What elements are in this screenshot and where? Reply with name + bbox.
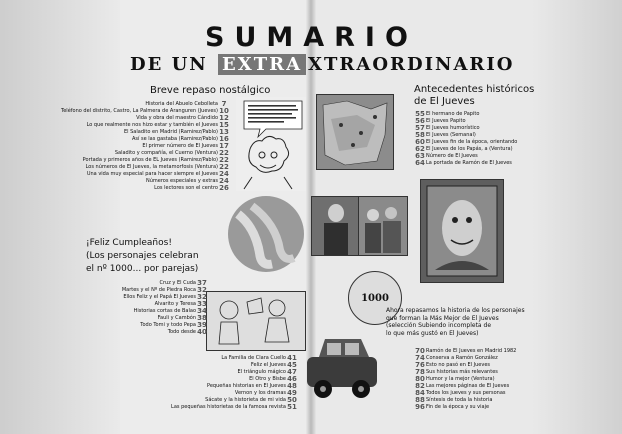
toc-page-number: 24 xyxy=(219,177,229,185)
toc-entry-text: Vida y obra del maestro Cándido xyxy=(136,115,218,121)
toc-entry-text: El Jueves (Semanal) xyxy=(426,132,476,138)
toc-entry-text: Todo desde xyxy=(167,329,196,335)
toc-entry-text: Todo Tomi y todo Pepa xyxy=(140,322,196,328)
historia-caption xyxy=(386,307,562,337)
toc-entry xyxy=(100,397,298,404)
toc-entry xyxy=(414,404,594,411)
toc-entry-text: Feliz el Jueves xyxy=(250,362,286,368)
nostalgia-toc xyxy=(58,101,230,192)
toc-page-number: 84 xyxy=(415,389,425,397)
cartoon-illustration xyxy=(236,97,306,191)
toc-entry xyxy=(58,129,230,136)
toc-entry xyxy=(414,111,594,118)
toc-page-number: 17 xyxy=(219,142,229,150)
toc-entry-text: Todos los jueves y sus personas xyxy=(426,390,506,396)
toc-entry xyxy=(414,383,594,390)
toc-page-number: 34 xyxy=(197,307,207,315)
toc-page-number: 22 xyxy=(219,163,229,171)
toc-entry-text: El primer número de El Jueves xyxy=(142,143,218,149)
toc-entry xyxy=(100,404,298,411)
toc-entry xyxy=(414,146,594,153)
historia-caption-line-3: (selección Subiendo incompleta de xyxy=(386,322,492,329)
toc-entry xyxy=(58,185,230,192)
toc-page-number: 96 xyxy=(415,403,425,411)
toc-page-number: 26 xyxy=(219,184,229,192)
page-subtitle xyxy=(130,54,514,75)
toc-entry-text: Teléfono del distrito, Castro, La Palmera de Aranguren (Jueves) xyxy=(61,108,218,114)
toc-entry xyxy=(414,160,594,167)
toc-entry-text: El Jueves de los Papás, a (Ventura) xyxy=(426,146,513,152)
toc-entry-text: Ellos Feliz y el Papá El Jueves xyxy=(123,294,196,300)
stamp-label: 1000 xyxy=(361,292,389,304)
people-photo xyxy=(311,196,361,256)
toc-entry xyxy=(414,355,594,362)
legs-photo xyxy=(226,194,306,274)
toc-page-number: 45 xyxy=(287,361,297,369)
toc-page-number: 33 xyxy=(197,300,207,308)
antecedentes-heading xyxy=(414,84,534,108)
toc-entry xyxy=(60,329,208,336)
toc-entry-text: Ramón de El Jueves en Madrid 1982 xyxy=(426,348,517,354)
toc-page-number: 82 xyxy=(415,382,425,390)
toc-entry-text: Fin de la época y su viaje xyxy=(426,404,490,410)
toc-page-number: 10 xyxy=(219,107,229,115)
toc-entry xyxy=(58,164,230,171)
toc-entry-text: Conserva a Ramón González xyxy=(426,355,498,361)
toc-entry xyxy=(60,294,208,301)
toc-entry-text: El triángulo mágico xyxy=(237,369,286,375)
toc-entry xyxy=(58,171,230,178)
toc-entry-text: Una vida muy especial para hacer siempre el Jueves xyxy=(86,171,218,177)
toc-entry-text: Pequeñas historias en El Jueves xyxy=(207,383,286,389)
promo-line-3: el nº 1000... por parejas) xyxy=(86,264,199,274)
comic-strip xyxy=(206,291,306,351)
toc-entry xyxy=(58,101,230,108)
toc-entry xyxy=(414,369,594,376)
birthday-promo xyxy=(86,237,226,276)
toc-page-number: 46 xyxy=(287,375,297,383)
toc-entry-text: Así se las gastaba (Ramirez/Pablo) xyxy=(131,136,218,142)
toc-page-number: 49 xyxy=(287,389,297,397)
toc-entry-text: Saladito y compañía, el Cuerno (Ventura) xyxy=(114,150,218,156)
toc-entry-text: Alvarito y Teresa xyxy=(154,301,196,307)
toc-entry-text: Martes y el Nº de Piedra Roca xyxy=(121,287,196,293)
historia-caption-line-4: lo que más gustó en El Jueves) xyxy=(386,329,479,337)
toc-entry xyxy=(414,390,594,397)
subtitle-pre: DE UN xyxy=(130,54,208,75)
toc-entry xyxy=(60,301,208,308)
toc-entry-text: Número de El Jueves xyxy=(426,153,478,159)
toc-entry xyxy=(100,369,298,376)
toc-entry xyxy=(414,153,594,160)
toc-entry-text: El Jueves fin de la época, orientando xyxy=(426,139,518,145)
group-photo xyxy=(358,196,408,256)
toc-entry xyxy=(58,108,230,115)
toc-entry-text: Humor y la mejor (Ventura) xyxy=(426,376,495,382)
toc-entry xyxy=(100,383,298,390)
antecedentes-toc xyxy=(414,111,594,167)
historia-caption-line-1: Ahora repasamos la historia de los personajes xyxy=(386,307,525,314)
toc-entry xyxy=(60,280,208,287)
toc-page-number: 13 xyxy=(219,128,229,136)
toc-page-number: 56 xyxy=(415,117,425,125)
toc-entry xyxy=(58,150,230,157)
toc-entry xyxy=(58,136,230,143)
toc-entry-text: Síntesis de toda la historia xyxy=(426,397,493,403)
toc-page-number: 74 xyxy=(415,354,425,362)
toc-entry-text: Esto no pasó en El Jueves xyxy=(426,362,491,368)
toc-entry xyxy=(100,376,298,383)
couples-toc xyxy=(60,280,208,336)
toc-entry xyxy=(414,348,594,355)
toc-page-number: 40 xyxy=(197,328,207,336)
historia-caption-line-2: que forman la Más Mejor de El Jueves xyxy=(386,314,499,322)
toc-page-number: 22 xyxy=(219,149,229,157)
toc-page-number: 24 xyxy=(219,170,229,178)
toc-page-number: 16 xyxy=(219,135,229,143)
caricature-portrait xyxy=(420,179,504,283)
toc-entry-text: Sus historias más relevantes xyxy=(426,369,498,375)
toc-entry xyxy=(100,390,298,397)
toc-entry-text: El Otro y Bisbe xyxy=(249,376,286,382)
toc-entry xyxy=(58,115,230,122)
toc-page-number: 60 xyxy=(415,138,425,146)
toc-entry-text: Fauli y Cambón xyxy=(157,315,196,321)
toc-entry-text: Vernon y los dramas xyxy=(234,390,286,396)
toc-page-number: 32 xyxy=(197,286,207,294)
toc-entry xyxy=(58,157,230,164)
toc-entry-text: La Familia de Clara Cuello xyxy=(221,355,286,361)
toc-page-number: 50 xyxy=(287,396,297,404)
nostalgia-heading: Breve repaso nostálgico xyxy=(150,85,271,96)
car-image xyxy=(303,333,381,403)
toc-entry-text: El Saladito en Madrid (Ramirez/Pablo) xyxy=(124,129,218,135)
toc-entry-text: Números especiales y extras xyxy=(145,178,218,184)
toc-entry-text: Portada y primeros años de EL Jueves (Ramirez/Pablo) xyxy=(82,157,218,163)
toc-entry xyxy=(414,132,594,139)
page-title: SUMARIO xyxy=(205,22,418,53)
toc-entry-text: Cruz y El Cuda xyxy=(159,280,196,286)
toc-entry xyxy=(60,287,208,294)
toc-page-number: 22 xyxy=(219,156,229,164)
antecedentes-heading-line-2: de El Jueves xyxy=(414,96,475,107)
toc-entry-text: Las mejores páginas de El Jueves xyxy=(426,383,510,389)
toc-entry xyxy=(414,139,594,146)
toc-page-number: 58 xyxy=(415,131,425,139)
toc-entry-text: El hermano de Papito xyxy=(426,111,480,117)
toc-entry-text: Historia del Abuelo Cebolleta xyxy=(145,101,218,107)
toc-page-number: 38 xyxy=(197,314,207,322)
toc-entry xyxy=(414,118,594,125)
toc-entry xyxy=(60,322,208,329)
promo-line-2: (Los personajes celebran xyxy=(86,251,199,261)
toc-entry xyxy=(58,122,230,129)
antecedentes-heading-line-1: Antecedentes históricos xyxy=(414,84,535,95)
toc-page-number: 80 xyxy=(415,375,425,383)
toc-page-number: 12 xyxy=(219,114,229,122)
toc-page-number: 39 xyxy=(197,321,207,329)
toc-page-number: 57 xyxy=(415,124,425,132)
toc-page-number: 62 xyxy=(415,145,425,153)
toc-page-number: 41 xyxy=(287,354,297,362)
toc-entry-text: Las pequeñas historietas de la famosa revista xyxy=(171,404,286,410)
toc-entry xyxy=(414,376,594,383)
toc-entry xyxy=(100,362,298,369)
toc-page-number: 70 xyxy=(415,347,425,355)
toc-page-number: 32 xyxy=(197,293,207,301)
toc-entry-text: Historias cortas de Balao xyxy=(133,308,196,314)
toc-entry-text: El Jueves humorístico xyxy=(426,125,480,131)
toc-page-number: 37 xyxy=(197,279,207,287)
toc-entry-text: Sácate y la historieta de mi vida xyxy=(205,397,286,403)
toc-page-number: 7 xyxy=(221,100,227,108)
toc-entry xyxy=(100,355,298,362)
historia-toc xyxy=(414,348,594,411)
toc-entry xyxy=(58,143,230,150)
toc-entry xyxy=(414,125,594,132)
toc-page-number: 64 xyxy=(415,159,425,167)
toc-entry xyxy=(58,178,230,185)
toc-entry xyxy=(414,362,594,369)
toc-entry-text: Los lectores son el centro xyxy=(154,185,218,191)
toc-entry-text: Lo que realmente nos hizo estar y también el Jueves xyxy=(86,122,218,128)
subtitle-highlight: EXTRA xyxy=(218,54,306,75)
toc-page-number: 76 xyxy=(415,361,425,369)
toc-entry-text: El Jueves Papito xyxy=(426,118,466,124)
lower-toc xyxy=(100,355,298,411)
toc-page-number: 63 xyxy=(415,152,425,160)
toc-entry xyxy=(414,397,594,404)
toc-entry xyxy=(60,315,208,322)
map-photo xyxy=(316,94,394,170)
toc-page-number: 48 xyxy=(287,382,297,390)
subtitle-post: XTRAORDINARIO xyxy=(308,54,515,75)
toc-page-number: 78 xyxy=(415,368,425,376)
toc-entry-text: Los números de El Jueves, la metamorfosis (Ventura) xyxy=(85,164,218,170)
toc-page-number: 55 xyxy=(415,110,425,118)
toc-page-number: 88 xyxy=(415,396,425,404)
toc-entry-text: La portada de Ramón de El Jueves xyxy=(426,160,512,166)
toc-page-number: 47 xyxy=(287,368,297,376)
toc-entry xyxy=(60,308,208,315)
toc-page-number: 51 xyxy=(287,403,297,411)
promo-line-1: ¡Feliz Cumpleaños! xyxy=(86,238,172,248)
toc-page-number: 15 xyxy=(219,121,229,129)
